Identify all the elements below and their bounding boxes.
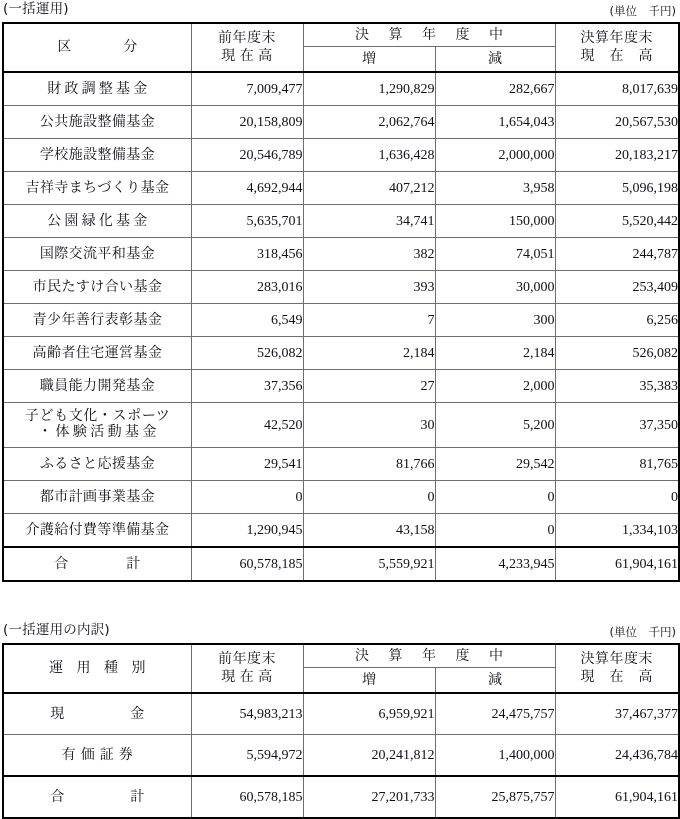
row-label: 公共施設整備基金: [3, 106, 191, 139]
header-prev-year-end-line2: 現 在 高: [221, 48, 273, 64]
cell-increase: 7: [303, 304, 435, 337]
cell-end-balance: 0: [555, 481, 679, 514]
table1-head: [3, 23, 679, 72]
row-label: 介護給付費等準備基金: [3, 514, 191, 548]
table2-unit-note: (単位 千円): [609, 625, 676, 639]
row-label: [3, 403, 191, 448]
fund-breakdown-table: [2, 643, 680, 819]
cell-decrease: 1,400,000: [435, 735, 555, 777]
cell-decrease: 3,958: [435, 172, 555, 205]
fund-balance-table: [2, 22, 680, 582]
cell-prev-balance: 0: [191, 481, 303, 514]
total-label: 合 計: [3, 547, 191, 581]
table1-body: [3, 72, 679, 581]
cell-end-balance: 37,350: [555, 403, 679, 448]
header-year-end-balance: [555, 644, 679, 693]
header-fiscal-year-group: 決 算 年 度 中: [303, 23, 555, 47]
header-year-end-line1: 決算年度末: [580, 651, 653, 667]
cell-prev-balance: 1,290,945: [191, 514, 303, 548]
header-increase: 増: [303, 668, 435, 694]
row-label: 学校施設整備基金: [3, 139, 191, 172]
total-prev-balance: 60,578,185: [191, 776, 303, 818]
header-year-end-line1: 決算年度末: [580, 30, 653, 46]
table-row: [3, 514, 679, 548]
cell-increase: 2,184: [303, 337, 435, 370]
row-label: 職員能力開発基金: [3, 370, 191, 403]
table2-caption-row: [0, 621, 680, 643]
header-prev-year-end-balance: [191, 23, 303, 72]
cell-increase: 0: [303, 481, 435, 514]
cell-prev-balance: 6,549: [191, 304, 303, 337]
cell-decrease: 5,200: [435, 403, 555, 448]
total-increase: 27,201,733: [303, 776, 435, 818]
header-decrease: 減: [435, 47, 555, 73]
table1-caption-row: [0, 0, 680, 22]
cell-increase: 1,290,829: [303, 72, 435, 106]
row-label: 有価証券: [3, 735, 191, 777]
cell-end-balance: 8,017,639: [555, 72, 679, 106]
cell-increase: 27: [303, 370, 435, 403]
cell-decrease: 0: [435, 514, 555, 548]
cell-increase: 407,212: [303, 172, 435, 205]
cell-end-balance: 35,383: [555, 370, 679, 403]
cell-prev-balance: 283,016: [191, 271, 303, 304]
cell-prev-balance: 7,009,477: [191, 72, 303, 106]
cell-increase: 81,766: [303, 448, 435, 481]
total-prev-balance: 60,578,185: [191, 547, 303, 581]
header-year-end-line2: 現 在 高: [580, 48, 653, 64]
cell-prev-balance: 20,546,789: [191, 139, 303, 172]
total-label: 合 計: [3, 776, 191, 818]
cell-end-balance: 253,409: [555, 271, 679, 304]
header-investment-type: 運 用 種 別: [3, 644, 191, 693]
cell-end-balance: 526,082: [555, 337, 679, 370]
row-label: 高齢者住宅運営基金: [3, 337, 191, 370]
table-total-row: [3, 547, 679, 581]
table-row: [3, 481, 679, 514]
cell-end-balance: 244,787: [555, 238, 679, 271]
cell-decrease: 30,000: [435, 271, 555, 304]
cell-end-balance: 6,256: [555, 304, 679, 337]
cell-prev-balance: 20,158,809: [191, 106, 303, 139]
table1-unit-note: (単位 千円): [609, 4, 676, 18]
cell-increase: 2,062,764: [303, 106, 435, 139]
row-label: 現 金: [3, 693, 191, 735]
table-row: [3, 735, 679, 777]
total-end-balance: 61,904,161: [555, 776, 679, 818]
header-division: 区 分: [3, 23, 191, 72]
total-decrease: 25,875,757: [435, 776, 555, 818]
table2-head: [3, 644, 679, 693]
row-label: 公園緑化基金: [3, 205, 191, 238]
cell-increase: 393: [303, 271, 435, 304]
header-year-end-balance: [555, 23, 679, 72]
row-label: 財政調整基金: [3, 72, 191, 106]
cell-increase: 20,241,812: [303, 735, 435, 777]
row-label: 青少年善行表彰基金: [3, 304, 191, 337]
table1-header-row-1: [3, 23, 679, 47]
cell-increase: 43,158: [303, 514, 435, 548]
row-label: 都市計画事業基金: [3, 481, 191, 514]
cell-decrease: 0: [435, 481, 555, 514]
cell-prev-balance: 318,456: [191, 238, 303, 271]
cell-end-balance: 20,183,217: [555, 139, 679, 172]
row-label: 市民たすけ合い基金: [3, 271, 191, 304]
cell-end-balance: 81,765: [555, 448, 679, 481]
row-label-line1: 子ども文化・スポーツ: [24, 409, 171, 424]
cell-prev-balance: 526,082: [191, 337, 303, 370]
table-row: [3, 106, 679, 139]
cell-prev-balance: 5,635,701: [191, 205, 303, 238]
cell-decrease: 74,051: [435, 238, 555, 271]
cell-end-balance: 37,467,377: [555, 693, 679, 735]
table-total-row: [3, 776, 679, 818]
header-prev-year-end-line2: 現 在 高: [221, 669, 273, 685]
header-prev-year-end-line1: 前年度末: [218, 30, 276, 46]
total-end-balance: 61,904,161: [555, 547, 679, 581]
total-decrease: 4,233,945: [435, 547, 555, 581]
cell-end-balance: 24,436,784: [555, 735, 679, 777]
total-increase: 5,559,921: [303, 547, 435, 581]
header-increase: 増: [303, 47, 435, 73]
cell-prev-balance: 5,594,972: [191, 735, 303, 777]
cell-decrease: 150,000: [435, 205, 555, 238]
cell-decrease: 300: [435, 304, 555, 337]
table1-caption: (一括運用): [3, 1, 69, 17]
cell-prev-balance: 37,356: [191, 370, 303, 403]
cell-decrease: 2,184: [435, 337, 555, 370]
table-row: [3, 238, 679, 271]
cell-end-balance: 20,567,530: [555, 106, 679, 139]
table-row: [3, 139, 679, 172]
table2-body: [3, 693, 679, 818]
table2-header-row-1: [3, 644, 679, 668]
header-year-end-line2: 現 在 高: [580, 669, 653, 685]
row-label: 吉祥寺まちづくり基金: [3, 172, 191, 205]
section-batch-operation-breakdown: [0, 621, 680, 819]
cell-increase: 30: [303, 403, 435, 448]
cell-prev-balance: 54,983,213: [191, 693, 303, 735]
cell-increase: 1,636,428: [303, 139, 435, 172]
table-row: [3, 370, 679, 403]
header-prev-year-end-line1: 前年度末: [218, 651, 276, 667]
table-row: [3, 72, 679, 106]
cell-increase: 6,959,921: [303, 693, 435, 735]
cell-prev-balance: 29,541: [191, 448, 303, 481]
cell-increase: 34,741: [303, 205, 435, 238]
cell-decrease: 2,000: [435, 370, 555, 403]
row-label: ふるさと応援基金: [3, 448, 191, 481]
table-row: [3, 337, 679, 370]
row-label-line2: ・体験活動基金: [38, 425, 160, 440]
cell-end-balance: 5,520,442: [555, 205, 679, 238]
cell-end-balance: 1,334,103: [555, 514, 679, 548]
cell-decrease: 29,542: [435, 448, 555, 481]
header-fiscal-year-group: 決 算 年 度 中: [303, 644, 555, 668]
cell-decrease: 24,475,757: [435, 693, 555, 735]
header-prev-year-end-balance: [191, 644, 303, 693]
cell-prev-balance: 42,520: [191, 403, 303, 448]
cell-decrease: 1,654,043: [435, 106, 555, 139]
table-row: [3, 172, 679, 205]
table-row: [3, 205, 679, 238]
table-row: [3, 304, 679, 337]
table2-caption: (一括運用の内訳): [3, 622, 110, 638]
cell-prev-balance: 4,692,944: [191, 172, 303, 205]
table-row: [3, 693, 679, 735]
cell-end-balance: 5,096,198: [555, 172, 679, 205]
row-label: 国際交流平和基金: [3, 238, 191, 271]
table-row: [3, 448, 679, 481]
cell-increase: 382: [303, 238, 435, 271]
table-row: [3, 403, 679, 448]
table-row: [3, 271, 679, 304]
cell-decrease: 2,000,000: [435, 139, 555, 172]
cell-decrease: 282,667: [435, 72, 555, 106]
header-decrease: 減: [435, 668, 555, 694]
